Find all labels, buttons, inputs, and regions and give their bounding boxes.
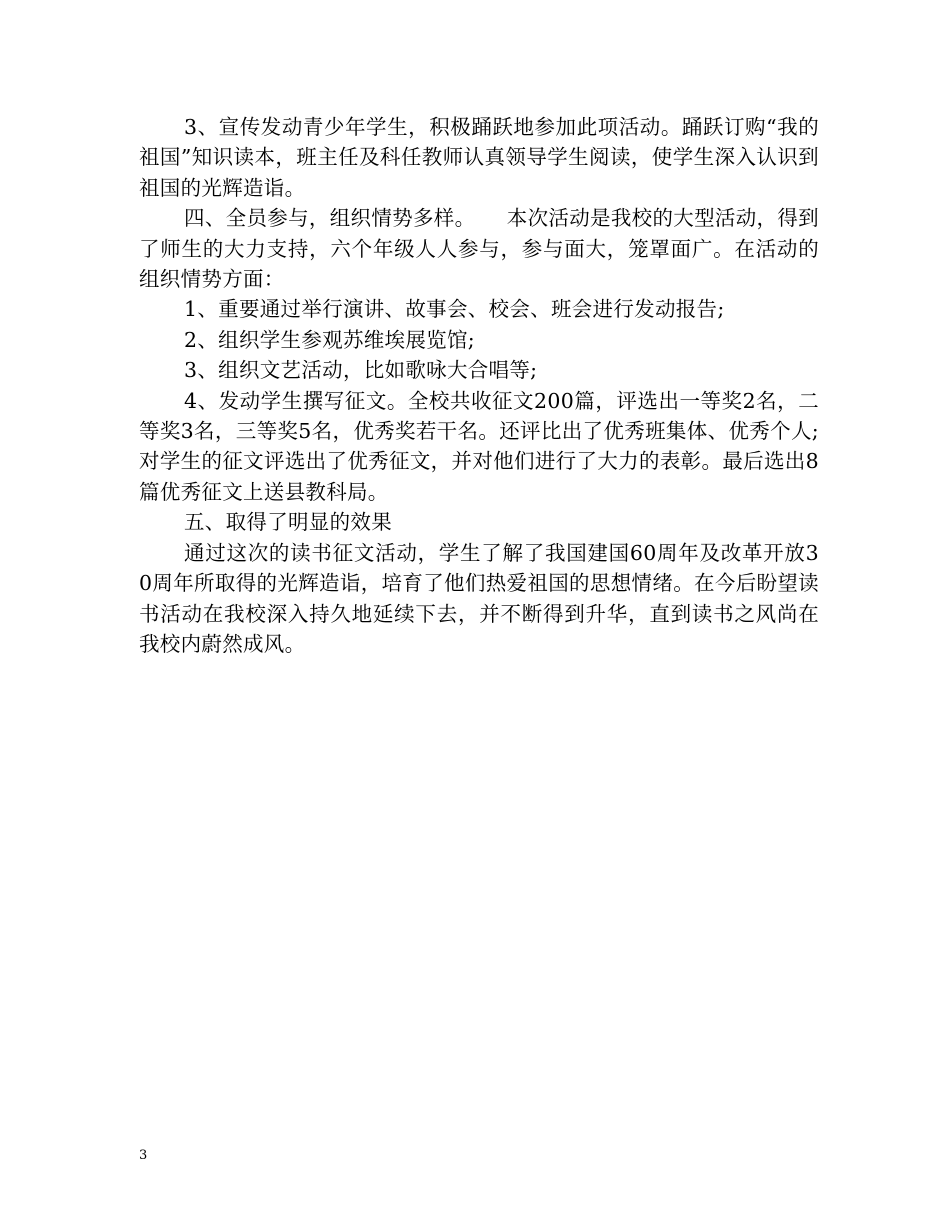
- paragraph-item-speeches: 1、重要通过举行演讲、故事会、校会、班会进行发动报告;: [184, 297, 725, 322]
- paragraph-item-arts: 3、组织文艺活动，比如歌咏大合唱等;: [184, 358, 538, 383]
- document-body: [139, 112, 819, 659]
- paragraph-item-essays: 4、发动学生撰写征文。全校共收征文200篇，评选出一等奖2名，二等奖3名，三等奖5名，优秀奖若干名。还评比出了优秀班集体、优秀个人;对学生的征文评选出了优秀征文，并对他们进行了大力的表彰。最后选出8篇优秀征文上送县教科局。: [139, 388, 819, 504]
- paragraph-publicity: 3、宣传发动青少年学生，积极踊跃地参加此项活动。踊跃订购“我的祖国”知识读本，班主任及科任教师认真领导学生阅读，使学生深入认识到祖国的光辉造诣。: [139, 115, 819, 200]
- section-heading-results: 五、取得了明显的效果: [184, 510, 392, 535]
- paragraph-section-four: 四、全员参与，组织情势多样。 本次活动是我校的大型活动，得到了师生的大力支持，六个年级人人参与，参与面大，笼罩面广。在活动的组织情势方面：: [139, 206, 819, 292]
- paragraph-results: 通过这次的读书征文活动，学生了解了我国建国60周年及改革开放30周年所取得的光辉造诣，培育了他们热爱祖国的思想情绪。在今后盼望读书活动在我校深入持久地延续下去，并不断得到升华，直到读书之风尚在我校内蔚然成风。: [139, 540, 819, 656]
- paragraph-item-exhibition: 2、组织学生参观苏维埃展览馆;: [184, 327, 475, 352]
- page-number: 3: [139, 1148, 148, 1163]
